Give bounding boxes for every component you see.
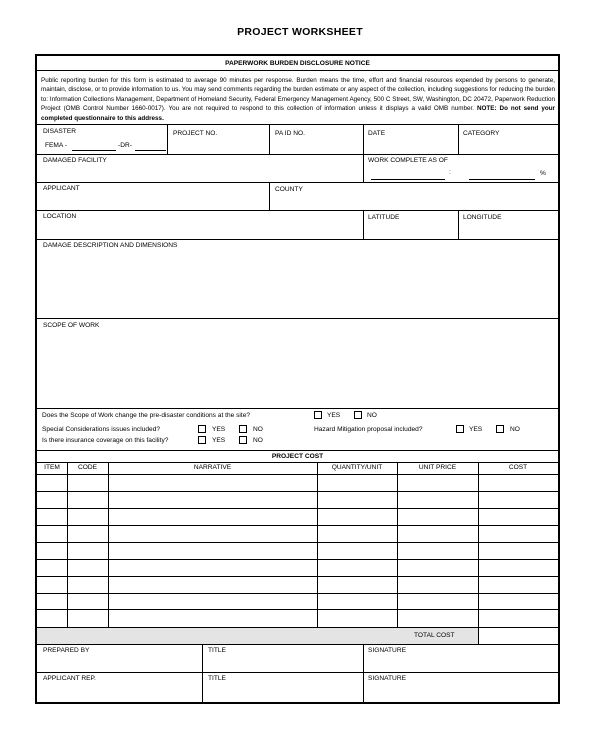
no-label: NO bbox=[510, 426, 520, 433]
signature-label: SIGNATURE bbox=[368, 647, 406, 654]
insurance-yes-checkbox[interactable] bbox=[198, 436, 206, 444]
insurance-no-checkbox[interactable] bbox=[239, 436, 247, 444]
no-label: NO bbox=[253, 437, 263, 444]
signature-label: SIGNATURE bbox=[368, 675, 406, 682]
total-cost-label: TOTAL COST bbox=[414, 632, 455, 639]
table-row bbox=[37, 593, 558, 594]
work-complete-label: WORK COMPLETE AS OF bbox=[368, 157, 448, 164]
column-header-narrative: NARRATIVE bbox=[193, 464, 232, 471]
prepared-by-label: PREPARED BY bbox=[43, 647, 90, 654]
column-header-cost: COST bbox=[508, 464, 528, 471]
notice-note: NOTE: Do not send your completed questionnaire to this address. bbox=[41, 105, 556, 122]
total-row-shading bbox=[37, 627, 478, 644]
damaged-facility-label: DAMAGED FACILITY bbox=[43, 157, 107, 164]
yes-label: YES bbox=[212, 437, 226, 444]
no-label: NO bbox=[367, 412, 377, 419]
fema-label: FEMA - bbox=[45, 142, 67, 149]
scope-change-yes-checkbox[interactable] bbox=[314, 411, 322, 419]
question-insurance: Is there insurance coverage on this facility? bbox=[42, 437, 169, 444]
column-header-quantity-unit: QUANTITY/UNIT bbox=[331, 464, 383, 471]
applicant-rep-label: APPLICANT REP. bbox=[43, 675, 96, 682]
column-header-unit-price: UNIT PRICE bbox=[418, 464, 457, 471]
applicant-label: APPLICANT bbox=[43, 185, 80, 192]
yes-label: YES bbox=[327, 412, 341, 419]
project-no-label: PROJECT NO. bbox=[173, 130, 218, 137]
percent-sign: % bbox=[540, 170, 546, 177]
project-worksheet-form bbox=[35, 54, 560, 704]
page-title: PROJECT WORKSHEET bbox=[237, 26, 363, 38]
table-row bbox=[37, 508, 558, 509]
divider bbox=[37, 70, 558, 71]
table-row bbox=[37, 559, 558, 560]
table-row bbox=[37, 491, 558, 492]
longitude-label: LONGITUDE bbox=[463, 214, 502, 221]
table-row bbox=[37, 576, 558, 577]
notice-heading: PAPERWORK BURDEN DISCLOSURE NOTICE bbox=[225, 60, 370, 67]
special-considerations-no-checkbox[interactable] bbox=[239, 425, 247, 433]
column-header-item: ITEM bbox=[44, 464, 60, 471]
notice-text bbox=[41, 76, 555, 123]
dr-number-field[interactable] bbox=[135, 150, 166, 151]
yes-label: YES bbox=[469, 426, 483, 433]
question-special-considerations: Special Considerations issues included? bbox=[42, 426, 161, 433]
yes-label: YES bbox=[212, 426, 226, 433]
category-label: CATEGORY bbox=[463, 130, 500, 137]
county-label: COUNTY bbox=[275, 186, 303, 193]
work-complete-percent-field[interactable] bbox=[469, 179, 535, 180]
damage-description-label: DAMAGE DESCRIPTION AND DIMENSIONS bbox=[43, 242, 178, 249]
date-label: DATE bbox=[368, 130, 386, 137]
title-label: TITLE bbox=[208, 647, 226, 654]
location-label: LOCATION bbox=[43, 213, 77, 220]
scope-of-work-label: SCOPE OF WORK bbox=[43, 322, 100, 329]
divider bbox=[37, 124, 558, 125]
question-scope-change: Does the Scope of Work change the pre-disaster conditions at the site? bbox=[42, 412, 251, 419]
fema-number-field[interactable] bbox=[72, 150, 116, 151]
colon-separator: : bbox=[449, 169, 451, 176]
pa-id-no-label: PA ID NO. bbox=[275, 130, 305, 137]
special-considerations-yes-checkbox[interactable] bbox=[198, 425, 206, 433]
table-row bbox=[37, 525, 558, 526]
hazard-mitigation-yes-checkbox[interactable] bbox=[456, 425, 464, 433]
notice-body: Public reporting burden for this form is estimated to average 90 minutes per response. Burden means the time, effort and financial resources expended by persons to generate, maintain, disclose, or to provide information to us. You may send comments regarding the burden estimate or any aspect of the collection, including suggestions for reducing the burden to: Information Collections Management, Department of Homeland Security, Federal Emergency Management Agency, 500 C Street, SW, Washington, DC 20472, Paperwork Reduction Project (OMB Control Number 1660-0017). You are not required to respond to this collection of information unless it displays a valid OMB number. bbox=[41, 77, 555, 113]
work-complete-date-field[interactable] bbox=[371, 179, 445, 180]
latitude-label: LATITUDE bbox=[368, 214, 400, 221]
dr-label: -DR- bbox=[118, 142, 132, 149]
table-row bbox=[37, 609, 558, 610]
title-label: TITLE bbox=[208, 675, 226, 682]
scope-change-no-checkbox[interactable] bbox=[354, 411, 362, 419]
disaster-label: DISASTER bbox=[43, 128, 76, 135]
project-cost-heading: PROJECT COST bbox=[271, 453, 324, 460]
column-header-code: CODE bbox=[77, 464, 98, 471]
no-label: NO bbox=[253, 426, 263, 433]
table-row bbox=[37, 542, 558, 543]
hazard-mitigation-no-checkbox[interactable] bbox=[496, 425, 504, 433]
question-hazard-mitigation: Hazard Mitigation proposal included? bbox=[314, 426, 423, 433]
